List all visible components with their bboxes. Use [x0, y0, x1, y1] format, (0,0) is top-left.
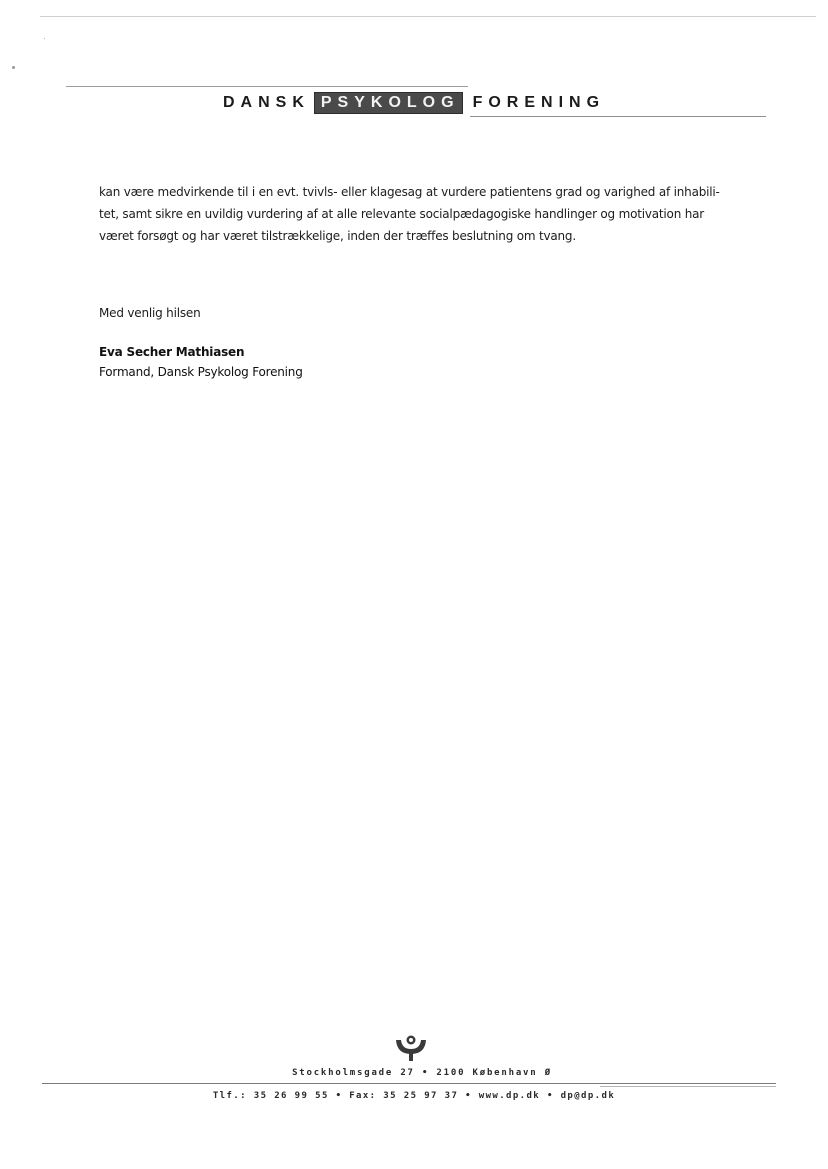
footer-rule-secondary: [600, 1086, 776, 1087]
scan-edge-line: [40, 16, 816, 17]
footer-contact: Tlf.: 35 26 99 55 • Fax: 35 25 97 37 • www.dp.dk • dp@dp.dk: [212, 1091, 616, 1101]
signature-block: [99, 342, 303, 382]
letterhead-word-dansk: DANSK: [222, 94, 310, 111]
footer-rule: [42, 1083, 776, 1084]
letterhead-word-psykolog: PSYKOLOG: [314, 92, 463, 114]
scan-speck: [44, 38, 45, 39]
signer-name: Eva Secher Mathiasen: [99, 345, 245, 359]
letterhead-rule-bottom: [470, 116, 766, 117]
body-line: tet, samt sikre en uvildig vurdering af at alle relevante socialpædagogiske handlinger og motivation har: [99, 207, 705, 221]
letterhead: [0, 90, 828, 116]
body-line: kan være medvirkende til i en evt. tvivls- eller klagesag at vurdere patientens grad og varighed af inhabili-: [99, 185, 720, 199]
footer-address: Stockholmsgade 27 • 2100 København Ø: [292, 1068, 552, 1078]
letterhead-rule-top: [66, 86, 468, 87]
scan-speck: [12, 66, 15, 69]
letter-body: [99, 181, 719, 247]
psi-logo-icon: [394, 1034, 428, 1062]
signer-title: Formand, Dansk Psykolog Forening: [99, 365, 303, 379]
closing-greeting: Med venlig hilsen: [99, 306, 201, 320]
body-line: været forsøgt og har været tilstrækkelige, inden der træffes beslutning om tvang.: [99, 229, 576, 243]
letterhead-word-forening: FORENING: [472, 94, 606, 111]
